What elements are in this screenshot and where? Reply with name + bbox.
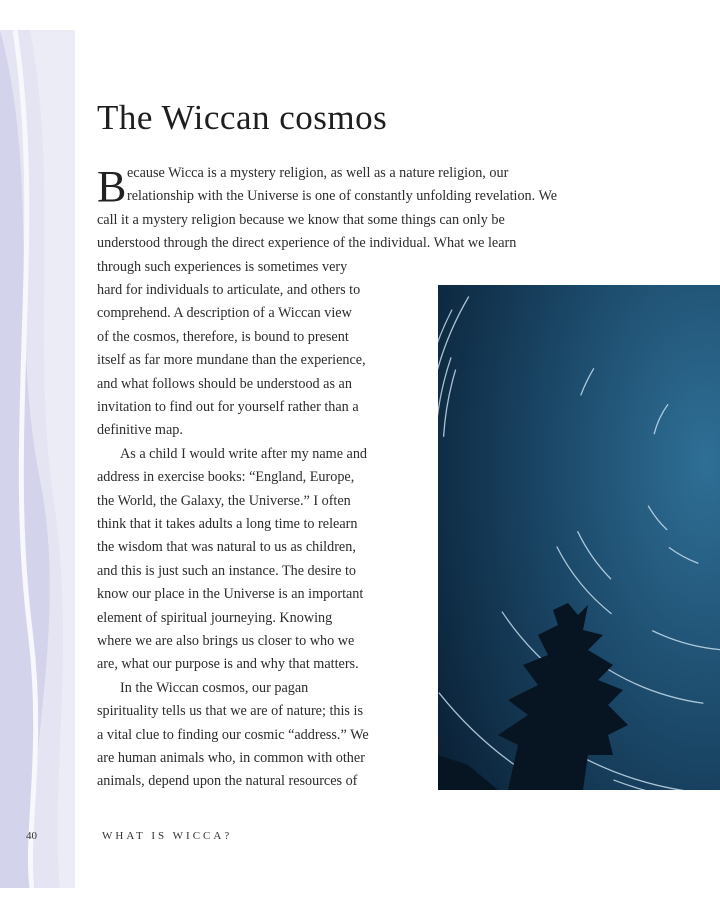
star-trails-photo <box>438 285 720 790</box>
text-line: are human animals who, in common with other <box>97 750 365 766</box>
text-line: through such experiences is sometimes very <box>97 258 348 275</box>
text-line: address in exercise books: “England, Europe, <box>97 469 355 486</box>
text-line: relationship with the Universe is one of constantly unfolding revelation. We <box>127 188 558 205</box>
text-line: know our place in the Universe is an important <box>97 586 364 603</box>
text-line: spirituality tells us that we are of nature; this is <box>97 703 363 720</box>
text-line: and what follows should be understood as an <box>97 375 352 392</box>
text-line: think that it takes adults a long time to relearn <box>97 516 358 532</box>
page-title: The Wiccan cosmos <box>97 98 388 137</box>
text-line: hard for individuals to articulate, and others to <box>97 282 361 298</box>
text-line: understood through the direct experience of the individual. What we learn <box>97 235 517 252</box>
text-line: the World, the Galaxy, the Universe.” I often <box>97 492 351 509</box>
text-line: invitation to find out for yourself rather than a <box>97 399 359 415</box>
decorative-ribbon-border <box>0 30 80 888</box>
drop-cap: B <box>97 162 127 211</box>
page-number: 40 <box>26 830 37 842</box>
text-line: element of spiritual journeying. Knowing <box>97 609 333 626</box>
text-line: are, what our purpose is and why that matters. <box>97 656 359 673</box>
text-line: In the Wiccan cosmos, our pagan <box>120 679 309 696</box>
text-line: the wisdom that was natural to us as children, <box>97 539 356 556</box>
text-line: a vital clue to finding our cosmic “address.” We <box>97 726 369 743</box>
text-line: comprehend. A description of a Wiccan view <box>97 305 352 322</box>
text-line: itself as far more mundane than the experience, <box>97 352 366 369</box>
running-head: WHAT IS WICCA? <box>102 830 233 842</box>
text-line: call it a mystery religion because we know that some things can only be <box>97 211 505 228</box>
text-line: As a child I would write after my name and <box>120 445 368 462</box>
text-line: ecause Wicca is a mystery religion, as well as a nature religion, our <box>127 165 509 181</box>
text-line: of the cosmos, therefore, is bound to present <box>97 328 349 345</box>
text-line: where we are also brings us closer to who we <box>97 633 355 649</box>
text-line: and this is just such an instance. The desire to <box>97 562 357 579</box>
text-line: animals, depend upon the natural resources of <box>97 773 358 790</box>
text-line: definitive map. <box>97 422 183 439</box>
